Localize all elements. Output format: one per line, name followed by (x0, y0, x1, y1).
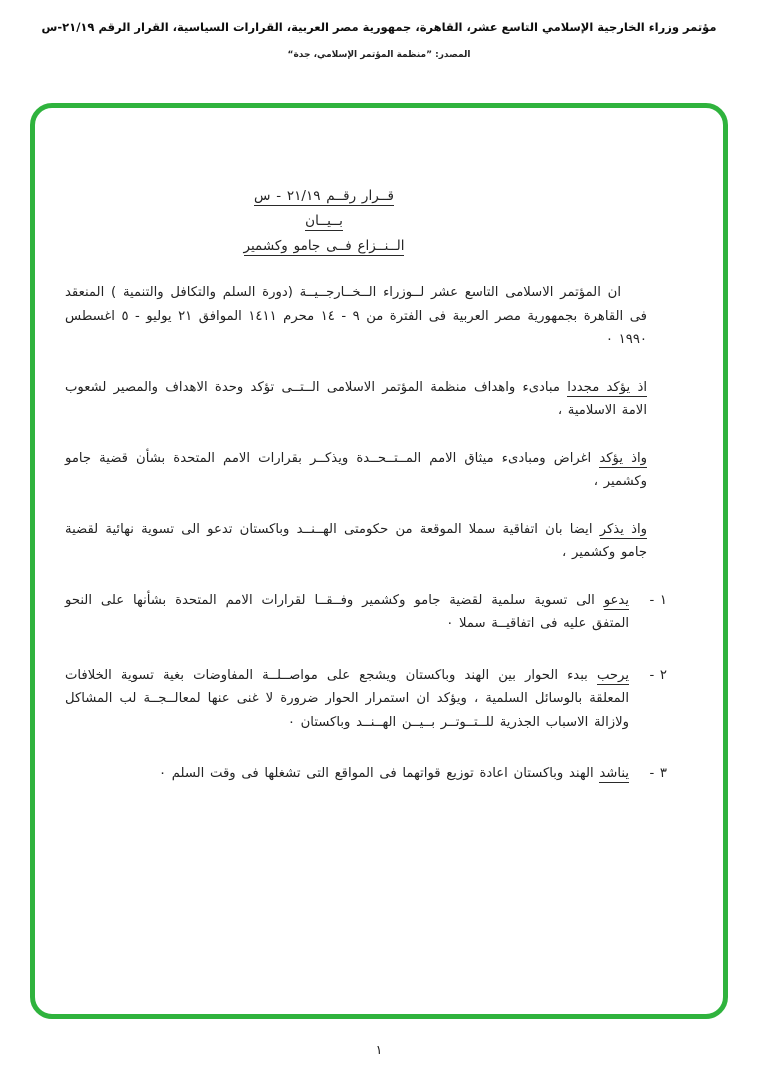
lead-phrase: يرحب (596, 667, 629, 683)
lead-phrase: يناشد (599, 766, 629, 781)
item-number: ١ - (649, 592, 667, 608)
item-text-block (65, 762, 629, 786)
lead-phrase: واذ يؤكد (599, 450, 648, 466)
lead-phrase: اذ يؤكد مجددا (567, 379, 647, 395)
resolution-type-title (23, 209, 625, 234)
preamble-paragraph-1 (65, 281, 647, 352)
resolution-title-block (23, 184, 625, 259)
document-source-line: المصدر: ”منظمة المؤتمر الإسلامي، جدة“ (287, 50, 471, 60)
operative-item-2 (65, 664, 667, 735)
page-number: ١ (375, 1042, 383, 1057)
paragraph-text: الهند وباكستان اعادة توزيع قواتهما فى المواقع التى تشغلها فى وقت السلم ٠ (158, 766, 600, 781)
paragraph-text: ايضا بان اتفاقية سملا الموقعة من حكومتى الهــنــد وباكستان تدعو الى تسوية نهائية لقضية جامو وكشمير ، (65, 521, 647, 560)
resolution-type-text: بــيــان (305, 213, 343, 229)
preamble-paragraph-4 (65, 518, 647, 565)
document-citation-header: مؤتمر وزراء الخارجية الإسلامي التاسع عشر، القاهرة، جمهورية مصر العربية، القرارات السياسية، القرار الرقم ٢١/١٩-س (41, 20, 717, 34)
scanned-document-frame (30, 103, 728, 1019)
paragraph-text: ان المؤتمر الاسلامى التاسع عشر لــوزراء الــخــارجــيــة (دورة السلم والتكافل والتنمية ) المنعقد فى القاهرة بجمهورية مصر العربية فى الفترة من ٩ - ١٤ محرم ١٤١١ الموافق ٢١ يوليو - ٥ اغسطس ١٩٩٠ ٠ (65, 285, 647, 347)
preamble-paragraph-3 (65, 447, 647, 494)
item-text-block (65, 664, 629, 735)
item-number: ٢ - (649, 667, 667, 683)
paragraph-text: مبادىء واهداف منظمة المؤتمر الاسلامى الــتــى تؤكد وحدة الاهداف والمصير لشعوب الامة الاسلامية ، (65, 379, 647, 418)
item-number: ٣ - (649, 766, 667, 781)
operative-items-list (65, 589, 667, 786)
lead-phrase: يدعو (603, 592, 629, 608)
resolution-subject-title (23, 234, 625, 259)
paragraph-text: اغراض ومبادىء ميثاق الامم المــتــحــدة ويذكــر بقرارات الامم المتحدة بشأن قضية جامو وكشمير ، (65, 450, 647, 489)
resolution-number-title (23, 184, 625, 209)
item-text-block (65, 589, 629, 636)
operative-item-3 (65, 762, 667, 786)
resolution-number-text: قــرار رقــم ٢١/١٩ - س (253, 188, 395, 204)
operative-item-1 (65, 589, 667, 636)
paragraph-text: الى تسوية سلمية لقضية جامو وكشمير وفــقــا لقرارات الامم المتحدة بشأنها على النحو المتفق عليه فى اتفاقيــة سملا ٠ (65, 592, 629, 631)
lead-phrase: واذ يذكر (599, 521, 647, 537)
resolution-subject-text: الــنــزاع فــى جامو وكشمير (243, 238, 405, 254)
scanned-document-page (35, 108, 723, 1014)
preamble-paragraph-2 (65, 376, 647, 423)
paragraph-text: ببدء الحوار بين الهند وباكستان ويشجع على مواصــلــة المفاوضات بغية تسوية الخلافات المعلقة بالوسائل السلمية ، ويؤكد ان استمرار الحوار ضرورة لا غنى عنها لمعالــجــة لب المشاكل ولازالة الاسباب الجذرية للــتــوتــر بــيــن الهــنــد وباكستان ٠ (65, 667, 629, 730)
